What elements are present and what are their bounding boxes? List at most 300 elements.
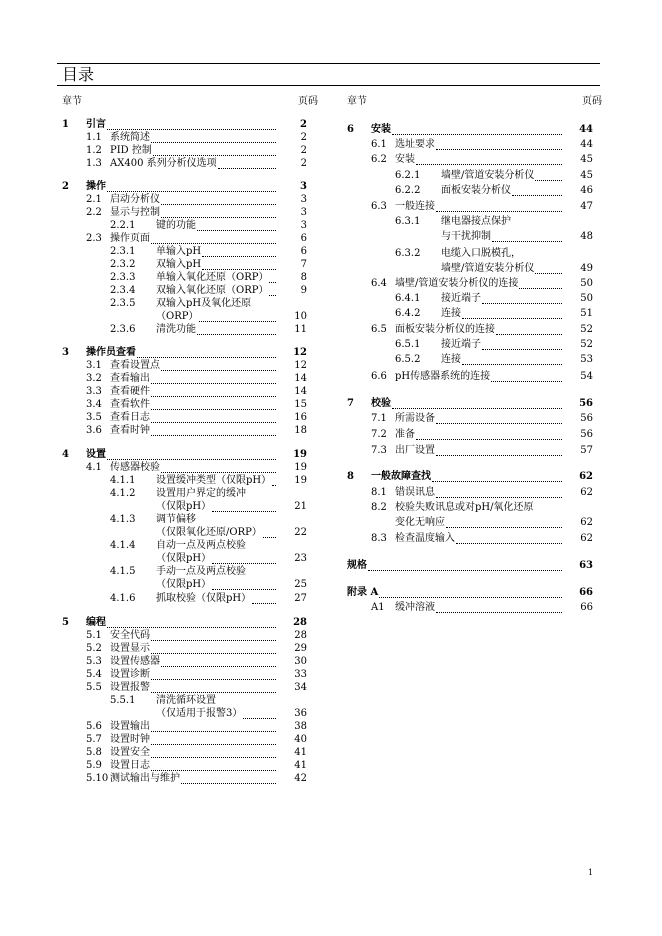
toc-page-number: 12 <box>294 360 307 371</box>
toc-page-number: 57 <box>580 445 593 456</box>
toc-page-number: 50 <box>580 293 593 304</box>
toc-entry-title: 出厂设置 <box>395 445 435 456</box>
toc-page-number: 28 <box>294 630 307 641</box>
toc-page-number: 56 <box>580 413 593 424</box>
toc-page-number: 15 <box>294 399 307 410</box>
toc-page-number: 3 <box>300 194 307 205</box>
toc-leader-dots <box>252 603 276 604</box>
toc-entry-title: 安全代码 <box>110 630 150 641</box>
toc-entry[interactable] <box>62 323 307 336</box>
toc-chapter[interactable] <box>62 180 307 193</box>
toc-entry-number: 2.2 <box>86 207 102 218</box>
toc-leader-dots <box>151 435 276 436</box>
toc-entry[interactable] <box>62 411 307 424</box>
toc-entry-number: 6.2.2 <box>395 185 421 196</box>
toc-page-number: 23 <box>294 553 307 564</box>
toc-entry[interactable] <box>62 385 307 398</box>
toc-entry[interactable] <box>62 359 307 372</box>
toc-entry-title: 手动一点及两点校验 <box>156 566 246 577</box>
toc-entry-number: 5.8 <box>86 747 102 758</box>
toc-entry-title: （仅限pH） <box>156 579 212 590</box>
toc-leader-dots <box>151 744 276 745</box>
toc-leader-dots <box>496 334 562 335</box>
toc-entry-title: 接近端子 <box>441 293 481 304</box>
toc-leader-dots <box>456 543 562 544</box>
toc-entry-number: 6.1 <box>371 139 387 150</box>
toc-entry-title: 编程 <box>86 617 106 628</box>
toc-leader-dots <box>197 230 276 231</box>
toc-page-number: 8 <box>300 272 307 283</box>
toc-entry-number: 4.1 <box>86 462 102 473</box>
toc-page-number: 51 <box>580 308 593 319</box>
toc-entry-number: 5.2 <box>86 643 102 654</box>
toc-entry-number: 5.6 <box>86 721 102 732</box>
right-page-header: 页码 <box>582 96 602 107</box>
toc-entry-title: 设置输出 <box>110 721 150 732</box>
toc-entry-number: 6.6 <box>371 371 387 382</box>
toc-entry[interactable] <box>62 271 307 284</box>
toc-entry-number: 5.3 <box>86 656 102 667</box>
toc-chapter[interactable] <box>347 586 593 599</box>
toc-entry[interactable] <box>347 169 593 182</box>
toc-entry-number: 4.1.5 <box>110 566 136 577</box>
toc-entry-title: 设置诊断 <box>110 669 150 680</box>
toc-entry-title: 查看输出 <box>110 373 150 384</box>
toc-entry-number: 6.4.1 <box>395 293 421 304</box>
toc-page-number: 66 <box>579 587 593 598</box>
toc-page-number: 52 <box>580 324 593 335</box>
toc-entry[interactable] <box>347 200 593 213</box>
toc-entry-title: 键的功能 <box>156 220 196 231</box>
toc-page-number: 62 <box>580 533 593 544</box>
toc-entry[interactable] <box>62 398 307 411</box>
toc-entry-title: 调节偏移 <box>156 514 196 525</box>
toc-leader-dots <box>212 589 276 590</box>
toc-leader-dots <box>436 211 562 212</box>
toc-leader-dots <box>161 204 276 205</box>
toc-entry-title: 双输入pH及氧化还原 <box>156 298 252 309</box>
toc-leader-dots <box>436 497 562 498</box>
toc-entry-number: 2.3.6 <box>110 324 136 335</box>
toc-entry-title: 一般连接 <box>395 201 435 212</box>
toc-entry[interactable] <box>62 539 307 552</box>
toc-page-number: 2 <box>300 119 307 130</box>
toc-leader-dots <box>151 243 276 244</box>
toc-entry-number: 4 <box>62 449 69 460</box>
toc-leader-dots <box>432 481 562 482</box>
toc-page-number: 25 <box>294 579 307 590</box>
toc-entry-number: 5.9 <box>86 760 102 771</box>
toc-leader-dots <box>151 692 276 693</box>
toc-leader-dots <box>482 349 562 350</box>
toc-leader-dots <box>519 288 562 289</box>
toc-leader-dots <box>263 537 276 538</box>
toc-entry-number: 4.1.6 <box>110 593 136 604</box>
toc-entry-title: 设置 <box>86 449 106 460</box>
toc-leader-dots <box>151 679 276 680</box>
toc-page-number: 52 <box>580 339 593 350</box>
toc-leader-dots <box>416 164 562 165</box>
toc-leader-dots <box>151 396 276 397</box>
toc-entry[interactable] <box>62 578 307 591</box>
toc-entry[interactable] <box>62 144 307 157</box>
toc-entry-number: 7.3 <box>371 445 387 456</box>
toc-leader-dots <box>161 666 276 667</box>
toc-entry-number: 6.4 <box>371 278 387 289</box>
toc-leader-dots <box>392 408 562 409</box>
toc-entry-title: 面板安装分析仪 <box>441 185 511 196</box>
toc-entry-number: 2.3.5 <box>110 298 136 309</box>
toc-leader-dots <box>379 597 562 598</box>
toc-entry-title: 检查温度输入 <box>395 533 455 544</box>
toc-entry[interactable] <box>62 526 307 539</box>
toc-chapter[interactable] <box>347 470 593 483</box>
toc-page-number: 2 <box>300 158 307 169</box>
toc-entry[interactable] <box>62 206 307 219</box>
toc-entry-title: 查看软件 <box>110 399 150 410</box>
toc-entry-title: 抓取校验（仅限pH） <box>156 593 252 604</box>
toc-entry-number: 3 <box>62 347 69 358</box>
toc-page-number: 53 <box>580 354 593 365</box>
toc-chapter[interactable] <box>62 616 307 629</box>
toc-entry[interactable] <box>62 500 307 513</box>
toc-entry[interactable] <box>62 642 307 655</box>
toc-entry-number: 8 <box>347 471 354 482</box>
toc-page-number: 19 <box>293 449 307 460</box>
toc-entry[interactable] <box>62 772 307 785</box>
toc-entry[interactable] <box>347 184 593 197</box>
toc-entry-number: 5.4 <box>86 669 102 680</box>
toc-entry[interactable] <box>62 707 307 720</box>
toc-page-number: 11 <box>294 324 307 335</box>
toc-entry-title: 墙壁/管道安装分析仪 <box>441 170 535 181</box>
toc-entry-number: 8.2 <box>371 502 387 513</box>
toc-entry-number: 3.1 <box>86 360 102 371</box>
toc-entry[interactable] <box>347 323 593 336</box>
toc-leader-dots <box>107 129 276 130</box>
toc-entry[interactable] <box>347 230 593 243</box>
toc-leader-dots <box>462 364 562 365</box>
toc-chapter[interactable] <box>347 123 593 136</box>
toc-chapter[interactable] <box>347 559 593 572</box>
toc-leader-dots <box>151 383 276 384</box>
toc-page-number: 48 <box>580 231 593 242</box>
toc-entry-title: （仅限pH） <box>156 553 212 564</box>
toc-chapter[interactable] <box>62 346 307 359</box>
toc-entry-number: 6.3.2 <box>395 248 421 259</box>
toc-entry-number: 2.3.3 <box>110 272 136 283</box>
toc-entry-title: AX400 系列分析仪选项 <box>110 158 217 169</box>
toc-entry-title: PID 控制 <box>110 145 152 156</box>
toc-entry-number: 3.3 <box>86 386 102 397</box>
toc-page-number: 16 <box>294 412 307 423</box>
toc-entry-title: 清洗循环设置 <box>156 695 216 706</box>
toc-page-number: 36 <box>294 708 307 719</box>
toc-leader-dots <box>151 653 276 654</box>
toc-entry-number: 4.1.2 <box>110 488 136 499</box>
toc-entry-title: 规格 <box>347 560 367 571</box>
toc-entry[interactable] <box>62 131 307 144</box>
toc-entry-number: 4.1.1 <box>110 475 136 486</box>
toc-leader-dots <box>151 731 276 732</box>
toc-entry-title: 校验 <box>371 398 391 409</box>
toc-leader-dots <box>218 168 276 169</box>
toc-entry-number: 6.4.2 <box>395 308 421 319</box>
toc-leader-dots <box>202 269 276 270</box>
toc-entry[interactable] <box>62 284 307 297</box>
toc-chapter[interactable] <box>347 397 593 410</box>
toc-leader-dots <box>446 527 562 528</box>
toc-entry[interactable] <box>347 215 593 228</box>
toc-page-number: 47 <box>580 201 593 212</box>
toc-page-number: 50 <box>580 278 593 289</box>
toc-entry[interactable] <box>62 655 307 668</box>
toc-entry[interactable] <box>347 307 593 320</box>
toc-entry-title: 墙壁/管道安装分析仪 <box>441 263 535 274</box>
toc-entry-title: 设置显示 <box>110 643 150 654</box>
toc-entry[interactable] <box>347 444 593 457</box>
toc-page-number: 27 <box>294 593 307 604</box>
toc-leader-dots <box>212 563 276 564</box>
toc-entry-title: 测试输出与维护 <box>110 773 180 784</box>
toc-leader-dots <box>436 455 562 456</box>
toc-entry-number: 7.1 <box>371 413 387 424</box>
toc-entry-title: 所需设备 <box>395 413 435 424</box>
toc-entry[interactable] <box>347 262 593 275</box>
toc-page-number: 66 <box>580 602 593 613</box>
toc-entry[interactable] <box>347 153 593 166</box>
toc-leader-dots <box>535 273 562 274</box>
toc-entry[interactable] <box>62 372 307 385</box>
toc-leader-dots <box>199 321 276 322</box>
toc-page-number: 21 <box>294 501 307 512</box>
toc-chapter[interactable] <box>62 118 307 131</box>
toc-page-number: 41 <box>294 760 307 771</box>
toc-entry-number: 6.5.1 <box>395 339 421 350</box>
toc-leader-dots <box>212 511 276 512</box>
toc-leader-dots <box>491 381 562 382</box>
toc-entry[interactable] <box>347 247 593 260</box>
toc-page-number: 3 <box>300 207 307 218</box>
toc-leader-dots <box>436 149 562 150</box>
toc-entry[interactable] <box>347 601 593 614</box>
toc-entry[interactable] <box>62 592 307 605</box>
toc-entry[interactable] <box>62 157 307 170</box>
toc-entry-number: 6.2 <box>371 154 387 165</box>
toc-entry-title: 传感器校验 <box>110 462 160 473</box>
toc-entry[interactable] <box>347 370 593 383</box>
toc-entry-title: 操作 <box>86 181 106 192</box>
toc-leader-dots <box>151 757 276 758</box>
toc-entry[interactable] <box>62 258 307 271</box>
title-rule <box>57 85 600 86</box>
toc-entry-number: 5.7 <box>86 734 102 745</box>
toc-entry-number: 4.1.4 <box>110 540 136 551</box>
toc-entry-title: 与干扰抑制 <box>441 231 491 242</box>
toc-leader-dots <box>512 195 562 196</box>
toc-entry-number: 7 <box>347 398 354 409</box>
toc-leader-dots <box>535 180 562 181</box>
toc-entry-title: 引言 <box>86 119 106 130</box>
toc-leader-dots <box>202 256 276 257</box>
toc-page-number: 19 <box>294 475 307 486</box>
toc-page-number: 6 <box>300 233 307 244</box>
toc-page-number: 34 <box>294 682 307 693</box>
toc-entry-title: 选址要求 <box>395 139 435 150</box>
toc-leader-dots <box>107 627 276 628</box>
toc-entry[interactable] <box>62 552 307 565</box>
toc-entry[interactable] <box>62 746 307 759</box>
toc-entry-title: 墙壁/管道安装分析仪的连接 <box>395 278 519 289</box>
toc-entry-number: 6.5.2 <box>395 354 421 365</box>
toc-entry-title: 准备 <box>395 429 415 440</box>
toc-page-number: 6 <box>300 246 307 257</box>
page-number: 1 <box>588 868 594 877</box>
toc-page-number: 2 <box>300 132 307 143</box>
toc-entry[interactable] <box>347 353 593 366</box>
toc-entry-number: 2.1 <box>86 194 102 205</box>
toc-entry[interactable] <box>62 310 307 323</box>
toc-page-number: 44 <box>580 139 593 150</box>
toc-page-number: 2 <box>300 145 307 156</box>
toc-entry[interactable] <box>62 720 307 733</box>
toc-entry-number: 6.3.1 <box>395 216 421 227</box>
toc-entry[interactable] <box>347 338 593 351</box>
toc-entry[interactable] <box>347 532 593 545</box>
toc-entry[interactable] <box>62 193 307 206</box>
toc-leader-dots <box>151 422 276 423</box>
toc-entry-number: 5 <box>62 617 69 628</box>
toc-leader-dots <box>368 570 562 571</box>
toc-entry-title: 清洗功能 <box>156 324 196 335</box>
toc-page-number: 56 <box>579 398 593 409</box>
toc-entry[interactable] <box>347 277 593 290</box>
toc-entry[interactable] <box>347 516 593 529</box>
toc-entry-title: 面板安装分析仪的连接 <box>395 324 495 335</box>
toc-page-number: 29 <box>294 643 307 654</box>
toc-entry-title: 显示与控制 <box>110 207 160 218</box>
toc-entry-title: 附录 A <box>347 587 379 598</box>
toc-entry-title: 查看时钟 <box>110 425 150 436</box>
toc-leader-dots <box>161 472 276 473</box>
toc-entry-title: （ORP） <box>156 311 199 322</box>
toc-page-number: 56 <box>580 429 593 440</box>
toc-entry-number: 2.3.2 <box>110 259 136 270</box>
toc-entry-title: 错误讯息 <box>395 487 435 498</box>
toc-page-number: 14 <box>294 386 307 397</box>
toc-entry-number: 3.4 <box>86 399 102 410</box>
toc-entry[interactable] <box>347 412 593 425</box>
toc-entry[interactable] <box>62 513 307 526</box>
toc-entry-title: 设置报警 <box>110 682 150 693</box>
toc-leader-dots <box>272 485 276 486</box>
toc-entry[interactable] <box>62 733 307 746</box>
page-title: 目录 <box>62 65 95 84</box>
toc-entry-title: 操作页面 <box>110 233 150 244</box>
toc-leader-dots <box>161 370 276 371</box>
toc-entry-title: 连接 <box>441 308 461 319</box>
toc-entry[interactable] <box>62 232 307 245</box>
toc-leader-dots <box>269 295 276 296</box>
toc-entry-number: 3.2 <box>86 373 102 384</box>
toc-entry[interactable] <box>62 681 307 694</box>
toc-entry-title: 设置用户界定的缓冲 <box>156 488 246 499</box>
toc-leader-dots <box>243 718 276 719</box>
toc-entry-title: 自动一点及两点校验 <box>156 540 246 551</box>
toc-leader-dots <box>392 134 562 135</box>
toc-entry[interactable] <box>62 759 307 772</box>
toc-leader-dots <box>436 423 562 424</box>
toc-entry[interactable] <box>62 668 307 681</box>
toc-entry-number: 1.1 <box>86 132 102 143</box>
toc-entry-title: 系统简述 <box>110 132 150 143</box>
toc-entry-title: 安装 <box>371 124 391 135</box>
toc-entry-title: 查看设置点 <box>110 360 160 371</box>
toc-chapter[interactable] <box>62 448 307 461</box>
toc-entry[interactable] <box>347 138 593 151</box>
toc-entry[interactable] <box>62 487 307 500</box>
toc-page-number: 19 <box>294 462 307 473</box>
toc-entry[interactable] <box>62 461 307 474</box>
toc-page-number: 3 <box>300 181 307 192</box>
toc-leader-dots <box>107 191 276 192</box>
toc-entry[interactable] <box>62 474 307 487</box>
toc-entry[interactable] <box>62 629 307 642</box>
toc-page-number: 46 <box>580 185 593 196</box>
toc-entry[interactable] <box>347 292 593 305</box>
toc-leader-dots <box>416 439 562 440</box>
toc-page-number: 38 <box>294 721 307 732</box>
toc-entry-number: 7.2 <box>371 429 387 440</box>
toc-entry-number: 5.5 <box>86 682 102 693</box>
toc-entry-title: pH传感器系统的连接 <box>395 371 491 382</box>
toc-entry-number: 2.3.4 <box>110 285 136 296</box>
toc-entry-number: 2.3 <box>86 233 102 244</box>
toc-entry-number: 3.6 <box>86 425 102 436</box>
toc-leader-dots <box>197 334 276 335</box>
toc-entry[interactable] <box>62 245 307 258</box>
toc-entry-number: A1 <box>371 602 385 613</box>
toc-entry[interactable] <box>62 219 307 232</box>
toc-entry-title: 接近端子 <box>441 339 481 350</box>
toc-page-number: 12 <box>293 347 307 358</box>
toc-entry-title: （仅限氧化还原/ORP） <box>156 527 262 538</box>
toc-page-number: 7 <box>300 259 307 270</box>
toc-page-number: 45 <box>580 154 593 165</box>
toc-entry[interactable] <box>62 565 307 578</box>
toc-entry-number: 4.1.3 <box>110 514 136 525</box>
toc-entry[interactable] <box>347 428 593 441</box>
toc-entry-number: 8.3 <box>371 533 387 544</box>
toc-entry-title: 启动分析仪 <box>110 194 160 205</box>
toc-entry-title: 单输入氧化还原（ORP） <box>156 272 269 283</box>
toc-entry[interactable] <box>347 486 593 499</box>
top-rule <box>57 63 600 64</box>
toc-page-number: 30 <box>294 656 307 667</box>
toc-entry[interactable] <box>347 501 593 514</box>
toc-leader-dots <box>153 155 276 156</box>
toc-page-number: 10 <box>294 311 307 322</box>
toc-page-number: 49 <box>580 263 593 274</box>
toc-leader-dots <box>161 217 276 218</box>
toc-leader-dots <box>436 612 562 613</box>
toc-entry[interactable] <box>62 297 307 310</box>
toc-page-number: 63 <box>579 560 593 571</box>
toc-entry[interactable] <box>62 424 307 437</box>
toc-entry[interactable] <box>62 694 307 707</box>
toc-entry-number: 3.5 <box>86 412 102 423</box>
toc-entry-title: 继电器接点保护 <box>441 216 511 227</box>
